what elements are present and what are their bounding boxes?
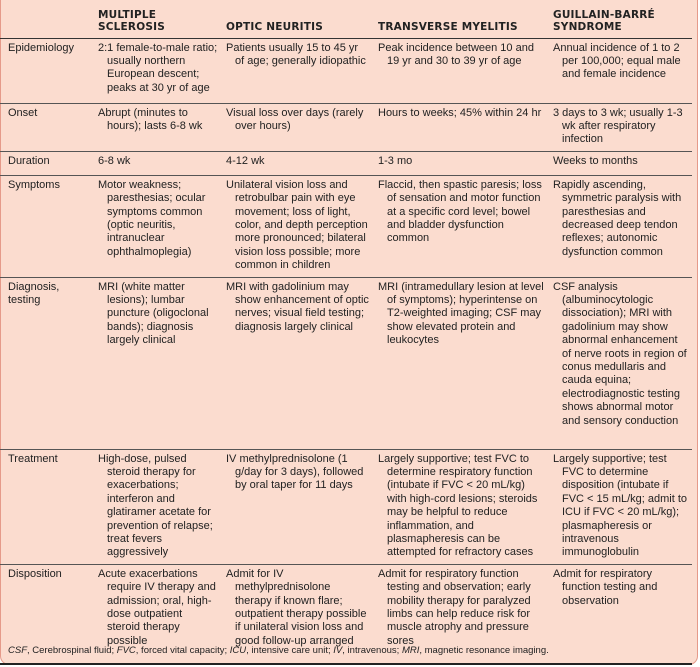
table-row bbox=[0, 151, 692, 175]
cell-text: Visual loss over days (rarely over hours) bbox=[226, 106, 364, 132]
cell-text: IV methylprednisolone (1 g/day for 3 days), followed by oral taper for 11 days bbox=[226, 452, 364, 492]
header-blank bbox=[0, 0, 86, 38]
table-cell bbox=[222, 175, 374, 277]
table-cell bbox=[374, 175, 549, 277]
table-row bbox=[0, 449, 692, 564]
table-cell bbox=[549, 175, 692, 277]
table-cell bbox=[549, 564, 692, 664]
cell-text: MRI (intramedullary lesion at level of symptoms); hyperintense on T2-weighted imaging; CSF may show elevated protein and leukocytes bbox=[378, 280, 544, 347]
cell-text: Abrupt (minutes to hours); lasts 6-8 wk bbox=[98, 106, 203, 132]
row-label: Duration bbox=[0, 151, 86, 175]
table-cell bbox=[86, 449, 222, 564]
cell-text: Weeks to months bbox=[553, 154, 638, 167]
table-cell bbox=[549, 103, 692, 151]
footnote-text: , magnetic resonance imaging. bbox=[419, 645, 549, 656]
table-row bbox=[0, 175, 692, 277]
table-cell bbox=[374, 151, 549, 175]
row-label: Epidemiology bbox=[0, 38, 86, 103]
cell-text: Admit for respiratory function testing and observation; early mobility therapy for paralyzed limbs can help reduce risk for muscle atrophy and pressure sores bbox=[378, 567, 531, 647]
cell-text: Largely supportive; test FVC to determine disposition (intubate if FVC < 15 mL/kg; admit to ICU if FVC < 20 mL/kg); plasmapheresis or intravenous immunoglobulin bbox=[553, 452, 688, 559]
table-cell bbox=[549, 449, 692, 564]
table-cell bbox=[86, 103, 222, 151]
cell-text: Motor weakness; paresthesias; ocular symptoms common (optic neuritis, intranuclear ophthalmoplegia) bbox=[98, 178, 206, 258]
cell-text: Hours to weeks; 45% within 24 hr bbox=[378, 106, 542, 119]
cell-text: MRI with gadolinium may show enhancement of optic nerves; visual field testing; diagnosis largely clinical bbox=[226, 280, 369, 333]
cell-text: Acute exacerbations require IV therapy and admission; oral, high-dose outpatient steroid therapy possible bbox=[98, 567, 216, 647]
footnote-text: , intravenous; bbox=[342, 645, 402, 656]
cell-text: 1-3 mo bbox=[378, 154, 413, 167]
footnote bbox=[8, 645, 549, 656]
table-row bbox=[0, 38, 692, 103]
cell-text: 3 days to 3 wk; usually 1-3 wk after respiratory infection bbox=[553, 106, 683, 146]
cell-text: CSF analysis (albuminocytologic dissociation); MRI with gadolinium may show abnormal enhancement of nerve roots in region of conus medullaris and cauda equina; electrodiagnostic testing shows abnormal motor and sensory conduction bbox=[553, 280, 687, 427]
table-cell bbox=[222, 277, 374, 449]
cell-text: Flaccid, then spastic paresis; loss of sensation and motor function at a specific cord level; bowel and bladder dysfunction common bbox=[378, 178, 542, 245]
row-label: Treatment bbox=[0, 449, 86, 564]
footnote-abbr: MRI bbox=[401, 645, 420, 656]
footnote-abbr: IV bbox=[333, 645, 343, 656]
table-row bbox=[0, 277, 692, 449]
cell-text: MRI (white matter lesions); lumbar puncture (oligoclonal bands); diagnosis largely clinical bbox=[98, 280, 209, 347]
table-cell bbox=[86, 277, 222, 449]
table-cell bbox=[86, 151, 222, 175]
table-cell bbox=[374, 38, 549, 103]
footnote-abbr: CSF bbox=[8, 645, 27, 656]
row-label: Disposition bbox=[0, 564, 86, 664]
cell-text: Peak incidence between 10 and 19 yr and 30 to 39 yr of age bbox=[378, 41, 534, 67]
table-cell bbox=[222, 151, 374, 175]
table-cell bbox=[374, 103, 549, 151]
footnote-text: , Cerebrospinal fluid; bbox=[27, 645, 117, 656]
cell-text: Admit for IV methylprednisolone therapy if known flare; outpatient therapy possible if unilateral vision loss and good follow-up arranged bbox=[226, 567, 367, 647]
header-multiple-sclerosis: MULTIPLE SCLEROSIS bbox=[86, 0, 222, 38]
footnote-abbr: FVC bbox=[116, 645, 136, 656]
cell-text: 4-12 wk bbox=[226, 154, 265, 167]
table-cell bbox=[549, 277, 692, 449]
footnote-text: , forced vital capacity; bbox=[135, 645, 230, 656]
footnote-text: , intensive care unit; bbox=[246, 645, 334, 656]
table-cell bbox=[374, 449, 549, 564]
cell-text: Unilateral vision loss and retrobulbar pain with eye movement; loss of light, color, and depth perception more pronounced; bilateral vision loss possible; more common in children bbox=[226, 178, 368, 272]
row-label: Onset bbox=[0, 103, 86, 151]
header-row bbox=[0, 0, 692, 38]
cell-text: 6-8 wk bbox=[98, 154, 131, 167]
table-cell bbox=[222, 449, 374, 564]
row-label: Diagnosis, testing bbox=[0, 277, 86, 449]
table-row bbox=[0, 103, 692, 151]
cell-text: Largely supportive; test FVC to determine respiratory function (intubate if FVC < 20 mL/kg) with high-cord lesions; steroids may be helpful to reduce inflammation, and plasmapheresis can be attempted for refractory cases bbox=[378, 452, 538, 559]
cell-text: Patients usually 15 to 45 yr of age; generally idiopathic bbox=[226, 41, 366, 67]
table-cell bbox=[374, 277, 549, 449]
table-cell bbox=[222, 103, 374, 151]
row-label: Symptoms bbox=[0, 175, 86, 277]
table-cell bbox=[222, 38, 374, 103]
footnote-abbr: ICU bbox=[229, 645, 247, 656]
header-optic-neuritis: OPTIC NEURITIS bbox=[222, 0, 374, 38]
table-cell bbox=[86, 38, 222, 103]
table-cell bbox=[549, 151, 692, 175]
cell-text: High-dose, pulsed steroid therapy for exacerbations; interferon and glatiramer acetate for prevention of relapse; treat fevers aggressively bbox=[98, 452, 213, 559]
header-guillain-barre: GUILLAIN-BARRÉ SYNDROME bbox=[549, 0, 692, 38]
table-cell bbox=[86, 175, 222, 277]
table-cell bbox=[549, 38, 692, 103]
cell-text: 2:1 female-to-male ratio; usually northern European descent; peaks at 30 yr of age bbox=[98, 41, 218, 94]
cell-text: Admit for respiratory function testing and observation bbox=[553, 567, 658, 607]
cell-text: Rapidly ascending, symmetric paralysis with paresthesias and decreased deep tendon reflexes; autonomic dysfunction common bbox=[553, 178, 682, 258]
cell-text: Annual incidence of 1 to 2 per 100,000; equal male and female incidence bbox=[553, 41, 681, 81]
header-transverse-myelitis: TRANSVERSE MYELITIS bbox=[374, 0, 549, 38]
